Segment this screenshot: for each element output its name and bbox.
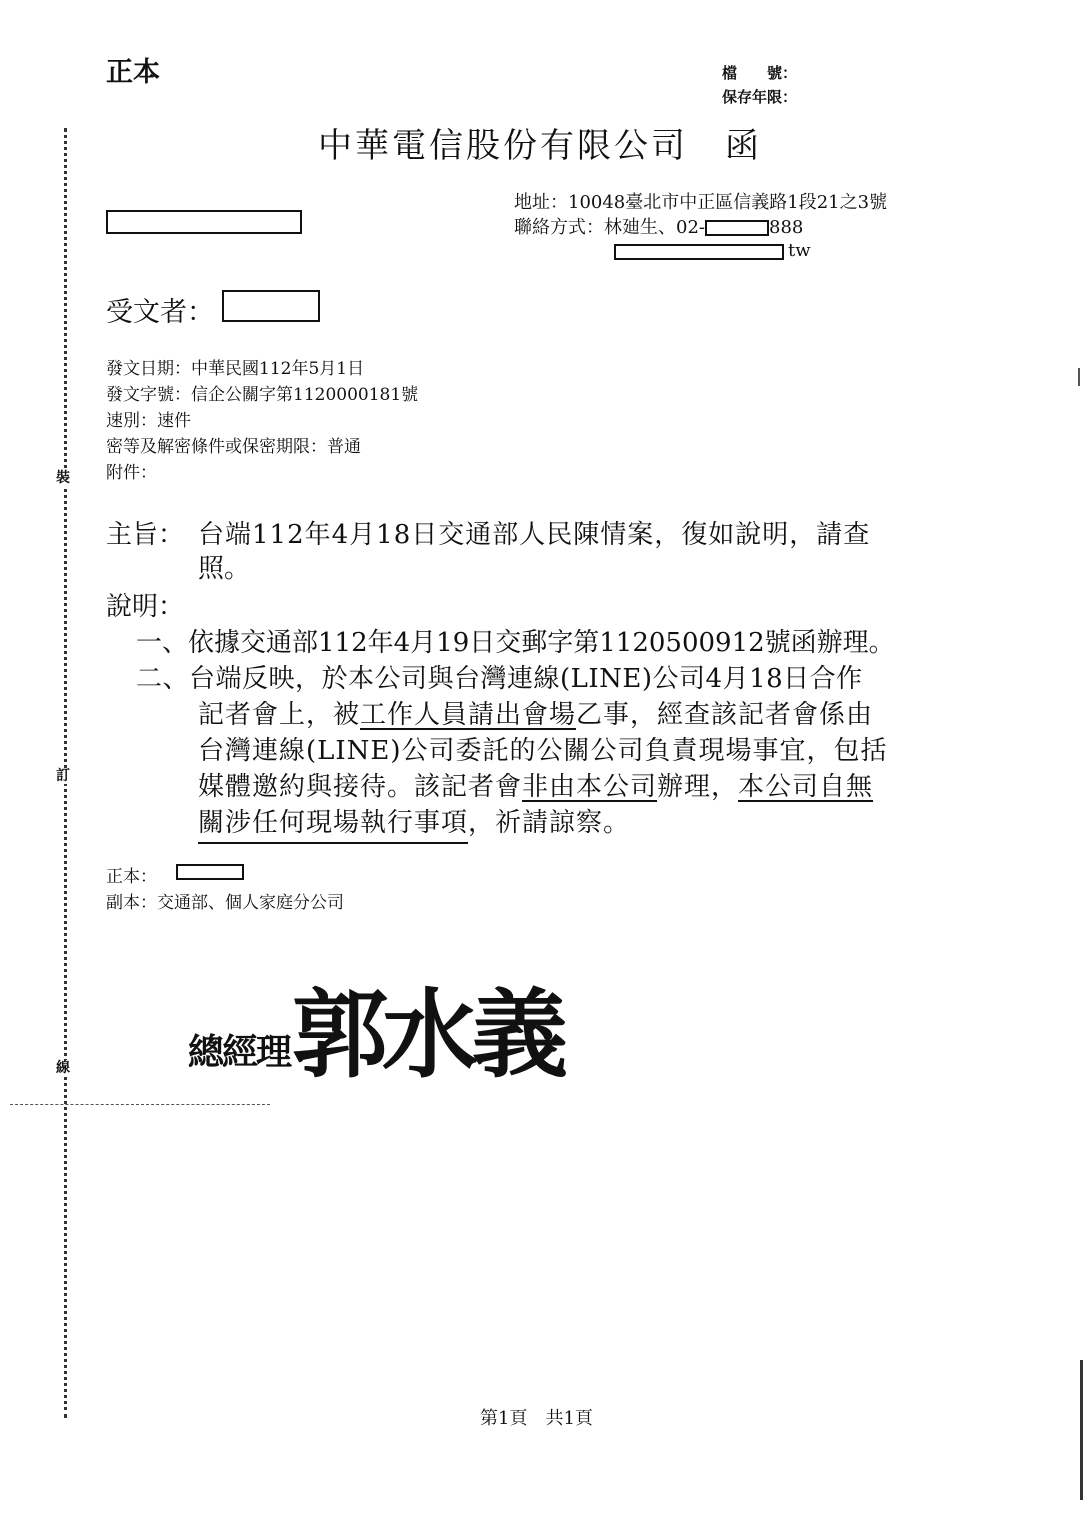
subject-line-1: 台端112年4月18日交通部人民陳情案，復如說明，請查 [198, 520, 871, 550]
underlined-phrase-escorted-out: 工作人員請出會場 [360, 700, 577, 730]
file-number-label: 檔 號： [722, 64, 798, 82]
redacted-phone-box [705, 220, 769, 236]
explanation-item-1: 一、依據交通部112年4月19日交郵字第1120500912號函辦理。 [136, 628, 895, 658]
text-segment: 辦理， [657, 772, 739, 802]
original-recipient-label: 正本： [106, 867, 157, 887]
document-title: 中華電信股份有限公司 函 [318, 126, 762, 166]
underlined-phrase-not-organized: 非由本公司 [522, 772, 658, 802]
redacted-original-recipient-box [176, 864, 244, 880]
explanation-item-2-line-3: 台灣連線(LINE)公司委託的公關公司負責現場事宜，包括 [198, 736, 888, 766]
text-segment: 乙事，經查該記者會係由 [576, 700, 874, 730]
underlined-phrase-company-not: 本公司自無 [738, 772, 874, 802]
scan-artifact-edge [1080, 1360, 1083, 1500]
binding-mark-zhuang: 裝 [56, 470, 70, 486]
binding-mark-ding: 訂 [56, 768, 70, 784]
retention-period-label: 保存年限： [722, 88, 798, 106]
binding-mark-xian: 線 [56, 1060, 70, 1076]
contact-text: 聯絡方式：林廸生、02- [514, 217, 705, 238]
sender-contact [514, 213, 803, 239]
signature-name: 郭水義 [292, 978, 562, 1091]
contact-suffix: 888 [769, 217, 804, 238]
sender-address: 地址：10048臺北市中正區信義路1段21之3號 [514, 192, 888, 213]
subject-line-2: 照。 [198, 554, 251, 584]
scan-artifact-line [10, 1104, 270, 1105]
issue-date: 發文日期：中華民國112年5月1日 [106, 359, 365, 379]
text-segment: 媒體邀約與接待。該記者會 [198, 772, 523, 802]
signature-title: 總經理 [188, 1031, 291, 1073]
explanation-item-2-line-2 [198, 694, 873, 731]
scan-artifact-mark [1078, 368, 1080, 386]
page-number: 第1頁 共1頁 [480, 1408, 593, 1429]
attachment-label: 附件： [106, 463, 157, 483]
recipient-label: 受文者： [106, 297, 214, 328]
secrecy-level: 密等及解密條件或保密期限：普通 [106, 437, 361, 457]
subject-label: 主旨： [106, 520, 185, 550]
underlined-phrase-no-involvement: 關涉任何現場執行事項 [198, 808, 468, 844]
explanation-label: 說明： [106, 592, 185, 622]
text-segment: 記者會上，被 [198, 700, 361, 730]
explanation-item-2-line-5 [198, 802, 630, 839]
explanation-item-2-line-1: 二、台端反映，於本公司與台灣連線(LINE)公司4月18日合作 [136, 664, 863, 694]
redacted-sender-box [106, 210, 302, 234]
delivery-speed: 速別：速件 [106, 411, 191, 431]
copy-recipients: 副本：交通部、個人家庭分公司 [106, 893, 344, 913]
explanation-item-2-line-4 [198, 766, 873, 803]
text-segment: ，祈請諒察。 [468, 808, 631, 838]
redacted-email-box [614, 244, 784, 260]
email-suffix: tw [788, 240, 811, 261]
copy-type-label: 正本 [106, 57, 160, 88]
redacted-recipient-box [222, 290, 320, 322]
document-number: 發文字號：信企公關字第1120000181號 [106, 385, 419, 405]
